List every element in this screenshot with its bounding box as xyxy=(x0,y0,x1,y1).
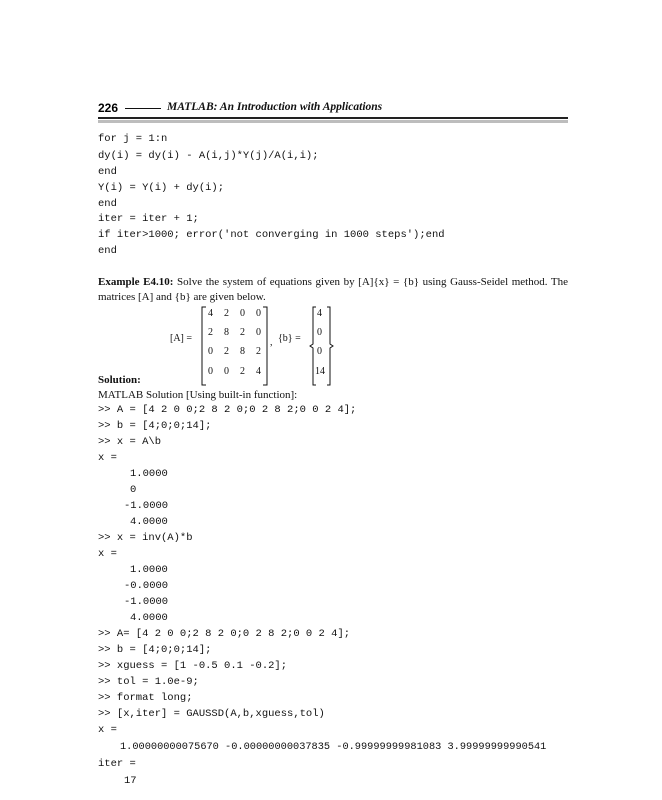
output-value: 4.0000 xyxy=(130,516,168,528)
output-value: 4.0000 xyxy=(130,612,168,624)
matrix-cell: 2 xyxy=(240,327,245,338)
matrix-cell: 2 xyxy=(256,346,261,357)
code-line: >> [x,iter] = GAUSSD(A,b,xguess,tol) xyxy=(98,708,325,720)
code-line: end xyxy=(98,166,117,178)
matrix-cell: 2 xyxy=(224,308,229,319)
code-line: >> A = [4 2 0 0;2 8 2 0;0 2 8 2;0 0 2 4]; xyxy=(98,404,357,416)
matrix-cell: 2 xyxy=(240,366,245,377)
code-line: >> b = [4;0;0;14]; xyxy=(98,420,212,432)
code-line: >> tol = 1.0e-9; xyxy=(98,676,199,688)
header-rule-shade xyxy=(98,120,568,123)
matrix-cell: 8 xyxy=(224,327,229,338)
code-line: >> A= [4 2 0 0;2 8 2 0;0 2 8 2;0 0 2 4]; xyxy=(98,628,351,640)
header-rule xyxy=(98,117,568,119)
matrix-cell: 0 xyxy=(256,308,261,319)
matrix-cell: 0 xyxy=(224,366,229,377)
matrix-equation xyxy=(170,306,390,386)
matrix-cell: 4 xyxy=(208,308,213,319)
output-value: 0 xyxy=(130,484,137,496)
code-line: >> x = inv(A)*b xyxy=(98,532,193,544)
code-line: >> xguess = [1 -0.5 0.1 -0.2]; xyxy=(98,660,288,672)
matrix-cell: 2 xyxy=(224,346,229,357)
code-line: x = xyxy=(98,548,117,560)
matrix-cell: 0 xyxy=(240,308,245,319)
code-line: if iter>1000; error('not converging in 1000 steps');end xyxy=(98,229,445,241)
page-number: 226 xyxy=(98,101,119,115)
solution-label: Solution: xyxy=(98,374,141,386)
code-line: x = xyxy=(98,452,117,464)
solution-description: MATLAB Solution [Using built-in function]: xyxy=(98,389,298,401)
matrix-cell: 0 xyxy=(208,346,213,357)
vector-cell: 14 xyxy=(315,366,325,377)
output-value: 1.00000000075670 -0.00000000037835 -0.99999999981083 3.99999999990541 xyxy=(120,741,547,753)
matrix-cell: 2 xyxy=(208,327,213,338)
example-paragraph xyxy=(98,275,568,305)
vector-cell: 0 xyxy=(317,327,322,338)
code-line: x = xyxy=(98,724,117,736)
code-line: dy(i) = dy(i) - A(i,j)*Y(j)/A(i,i); xyxy=(98,150,319,162)
matrix-a-left-bracket xyxy=(202,307,206,385)
output-value: -1.0000 xyxy=(124,500,169,512)
code-line: for j = 1:n xyxy=(98,133,168,145)
output-value: 17 xyxy=(124,775,137,787)
code-line: iter = xyxy=(98,758,136,770)
vector-b-label: {b} = xyxy=(278,333,301,344)
output-value: -1.0000 xyxy=(124,596,169,608)
output-value: -0.0000 xyxy=(124,580,169,592)
output-value: 1.0000 xyxy=(130,564,168,576)
vector-cell: 0 xyxy=(317,346,322,357)
matrix-a-right-bracket xyxy=(263,307,267,385)
code-line: >> x = A\b xyxy=(98,436,162,448)
matrix-cell: 8 xyxy=(240,346,245,357)
vector-cell: 4 xyxy=(317,308,322,319)
code-line: end xyxy=(98,245,117,257)
matrix-separator: , xyxy=(270,337,273,348)
matrix-a-label: [A] = xyxy=(170,333,193,344)
matrix-cell: 0 xyxy=(256,327,261,338)
matrix-cell: 0 xyxy=(208,366,213,377)
book-title: MATLAB: An Introduction with Applications xyxy=(167,101,383,113)
example-label: Example E4.10: xyxy=(98,276,174,288)
matrix-cell: 4 xyxy=(256,366,261,377)
code-line: iter = iter + 1; xyxy=(98,213,199,225)
code-line: end xyxy=(98,198,117,210)
code-line: >> format long; xyxy=(98,692,193,704)
code-line: >> b = [4;0;0;14]; xyxy=(98,644,212,656)
matrix-brackets xyxy=(170,306,390,386)
header-dash xyxy=(125,108,161,109)
vector-b-right-brace xyxy=(327,307,333,385)
code-line: Y(i) = Y(i) + dy(i); xyxy=(98,182,225,194)
output-value: 1.0000 xyxy=(130,468,168,480)
example-text: Solve the system of equations given by [A]{x} = {b} using Gauss-Seidel method. The matrices [A] and {b} are given below. xyxy=(98,276,569,303)
